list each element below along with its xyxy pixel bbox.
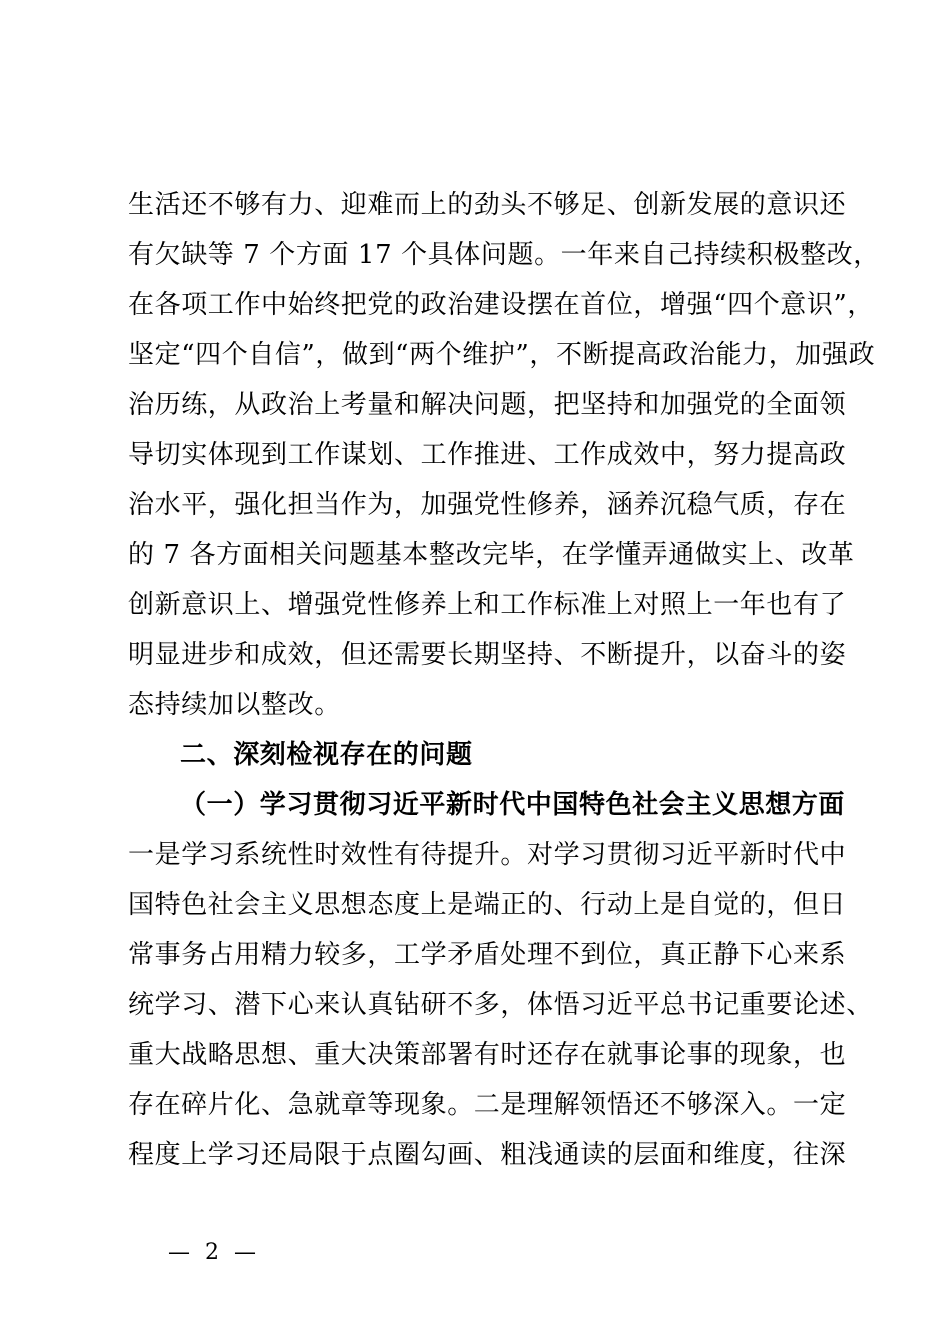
paragraph-line: 有欠缺等 7 个方面 17 个具体问题。一年来自己持续积极整改， — [128, 240, 880, 270]
paragraph-line: 一是学习系统性时效性有待提升。对学习贯彻习近平新时代中 — [128, 840, 847, 870]
paragraph-line: 生活还不够有力、迎难而上的劲头不够足、创新发展的意识还 — [128, 190, 847, 220]
paragraph-line: 在各项工作中始终把党的政治建设摆在首位，增强“四个意识”， — [128, 290, 874, 320]
paragraph-line: 态持续加以整改。 — [128, 690, 341, 720]
paragraph-line: 程度上学习还局限于点圈勾画、粗浅通读的层面和维度，往深 — [128, 1140, 847, 1170]
page-number: — 2 — — [168, 1240, 260, 1265]
paragraph-line: 存在碎片化、急就章等现象。二是理解领悟还不够深入。一定 — [128, 1090, 847, 1120]
paragraph-line: 治水平，强化担当作为，加强党性修养，涵养沉稳气质，存在 — [128, 490, 847, 520]
paragraph-line: 统学习、潜下心来认真钻研不多，体悟习近平总书记重要论述、 — [128, 990, 873, 1020]
section-heading: 二、深刻检视存在的问题 — [180, 740, 473, 770]
paragraph-line: 国特色社会主义思想态度上是端正的、行动上是自觉的，但日 — [128, 890, 847, 920]
paragraph-line: 常事务占用精力较多，工学矛盾处理不到位，真正静下心来系 — [128, 940, 847, 970]
paragraph-line: 明显进步和成效，但还需要长期坚持、不断提升，以奋斗的姿 — [128, 640, 847, 670]
subsection-heading: （一）学习贯彻习近平新时代中国特色社会主义思想方面 — [180, 790, 846, 820]
paragraph-line: 导切实体现到工作谋划、工作推进、工作成效中，努力提高政 — [128, 440, 847, 470]
paragraph-line: 坚定“四个自信”，做到“两个维护”，不断提高政治能力，加强政 — [128, 340, 876, 370]
paragraph-line: 治历练，从政治上考量和解决问题，把坚持和加强党的全面领 — [128, 390, 847, 420]
paragraph-line: 重大战略思想、重大决策部署有时还存在就事论事的现象，也 — [128, 1040, 847, 1070]
paragraph-line: 创新意识上、增强党性修养上和工作标准上对照上一年也有了 — [128, 590, 847, 620]
paragraph-line: 的 7 各方面相关问题基本整改完毕，在学懂弄通做实上、改革 — [128, 540, 855, 570]
